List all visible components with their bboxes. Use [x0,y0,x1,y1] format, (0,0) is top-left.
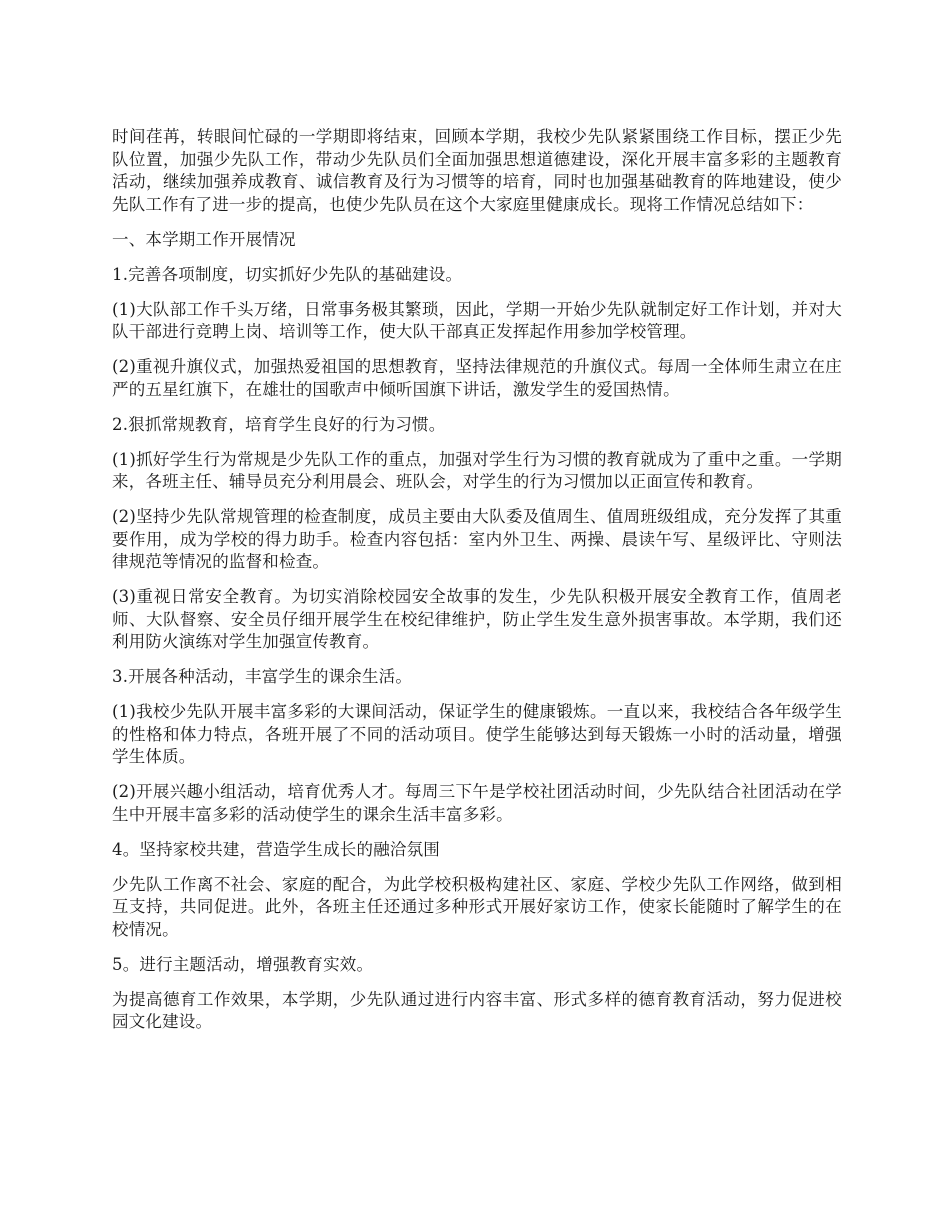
paragraph-5: 为提高德育工作效果，本学期，少先队通过进行内容丰富、形式多样的德育教育活动，努力促进校园文化建设。 [112,989,842,1031]
subheading-1: 1.完善各项制度，切实抓好少先队的基础建设。 [112,264,463,284]
subheading-5: 5。进行主题活动，增强教育实效。 [112,954,374,974]
paragraph-3-1: (1)我校少先队开展丰富多彩的大课间活动，保证学生的健康锻炼。一直以来，我校结合各年级学生的性格和体力特点，各班开展了不同的活动项目。使学生能够达到每天锻炼一小时的活动量，增强学生体质。 [112,702,842,766]
subheading-2: 2.狠抓常规教育，培育学生良好的行为习惯。 [112,414,446,434]
section-heading: 一、本学期工作开展情况 [112,229,296,249]
paragraph-2-3: (3)重视日常安全教育。为切实消除校园安全故事的发生，少先队积极开展安全教育工作，值周老师、大队督察、安全员仔细开展学生在校纪律维护，防止学生发生意外损害事故。本学期，我们还利用防火演练对学生加强宣传教育。 [112,587,842,651]
paragraph-4: 少先队工作离不社会、家庭的配合，为此学校积极构建社区、家庭、学校少先队工作网络，做到相互支持，共同促进。此外，各班主任还通过多种形式开展好家访工作，使家长能随时了解学生的在校情况。 [112,874,842,939]
intro-paragraph: 时间荏苒，转眼间忙碌的一学期即将结束，回顾本学期，我校少先队紧紧围绕工作目标，摆正少先队位置，加强少先队工作，带动少先队员们全面加强思想道德建设，深化开展丰富多彩的主题教育活动，继续加强养成教育、诚信教育及行为习惯等的培育，同时也加强基础教育的阵地建设，使少先队工作有了进一步的提高，也使少先队员在这个大家庭里健康成长。现将工作情况总结如下： [112,127,842,214]
document-body [112,126,842,1046]
paragraph-2-1: (1)抓好学生行为常规是少先队工作的重点，加强对学生行为习惯的教育就成为了重中之重。一学期来，各班主任、辅导员充分利用晨会、班队会，对学生的行为习惯加以正面宣传和教育。 [112,449,842,491]
paragraph-2-2: (2)坚持少先队常规管理的检查制度，成员主要由大队委及值周生、值周班级组成，充分发挥了其重要作用，成为学校的得力助手。检查内容包括：室内外卫生、两操、晨读午写、星级评比、守则法律规范等情况的监督和检查。 [112,507,842,571]
subheading-3: 3.开展各种活动，丰富学生的课余生活。 [112,667,413,686]
paragraph-1-1: (1)大队部工作千头万绪，日常事务极其繁琐，因此，学期一开始少先队就制定好工作计划，并对大队干部进行竞聘上岗、培训等工作，使大队干部真正发挥起作用参加学校管理。 [112,299,842,341]
subheading-4: 4。坚持家校共建，营造学生成长的融洽氛围 [112,839,440,859]
paragraph-3-2: (2)开展兴趣小组活动，培育优秀人才。每周三下午是学校社团活动时间，少先队结合社团活动在学生中开展丰富多彩的活动使学生的课余生活丰富多彩。 [112,782,842,824]
paragraph-1-2: (2)重视升旗仪式，加强热爱祖国的思想教育，坚持法律规范的升旗仪式。每周一全体师生肃立在庄严的五星红旗下，在雄壮的国歌声中倾听国旗下讲话，激发学生的爱国热情。 [112,357,842,399]
